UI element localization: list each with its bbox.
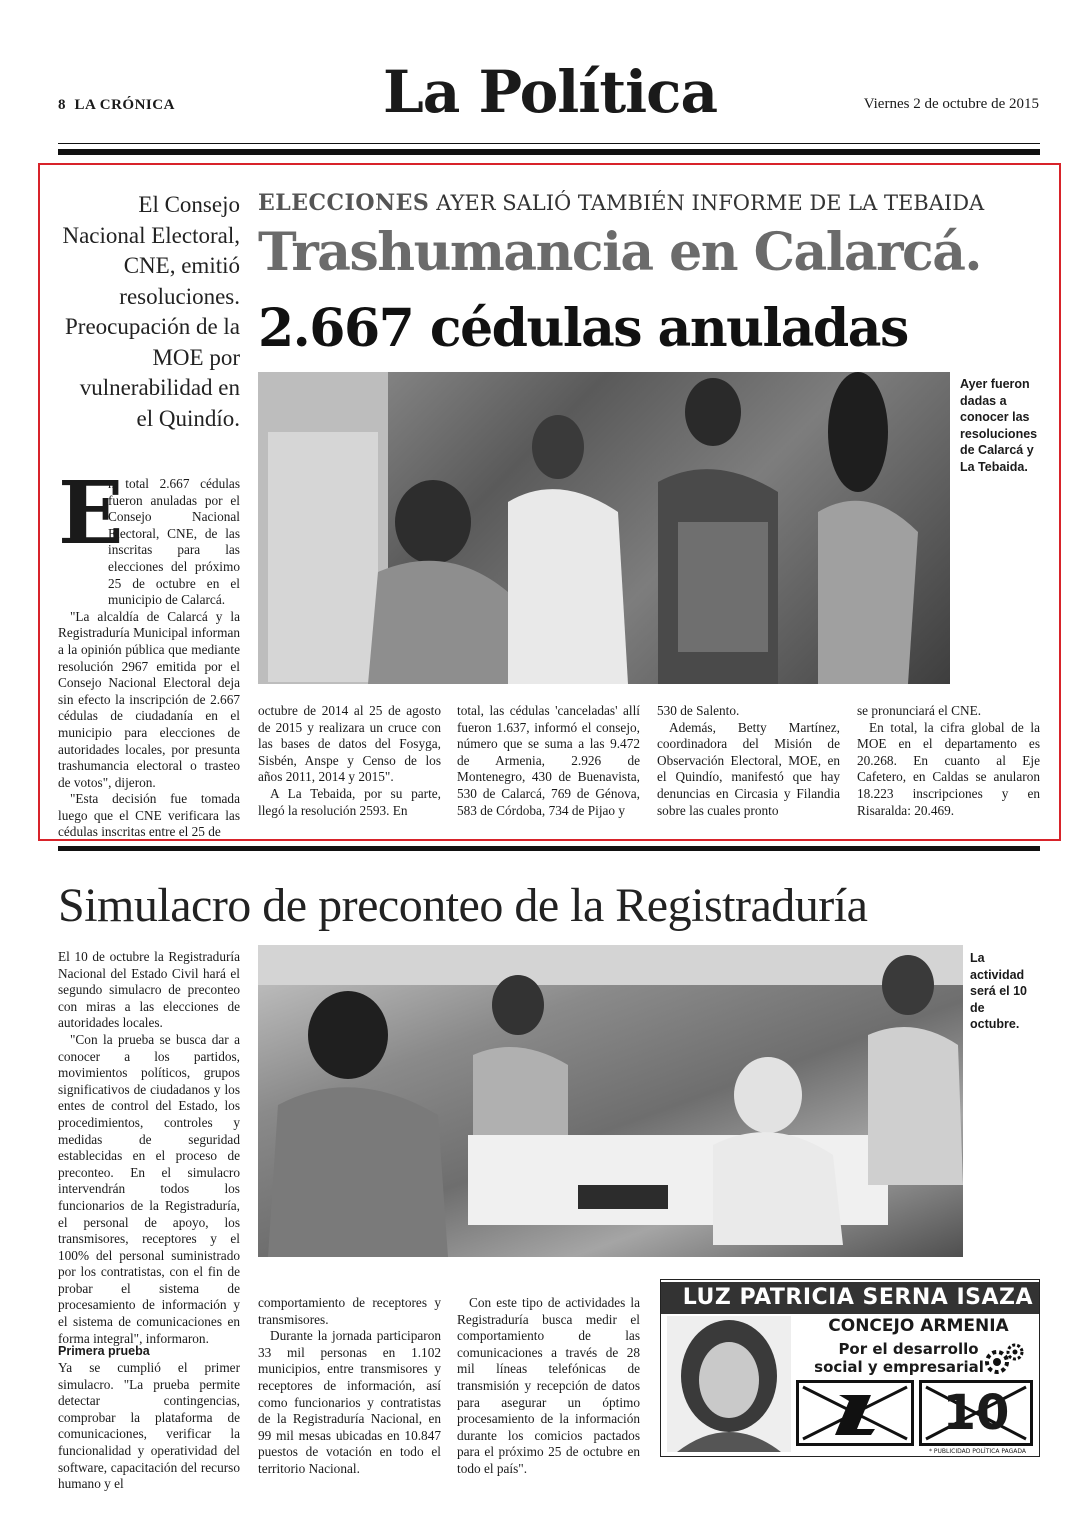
- article2-column-2: [258, 1295, 441, 1478]
- paragraph: El 10 de octubre la Registraduría Nacional del Estado Civil hará el segundo simulacro de preconteo con miras a las elecciones de autoridades locales.: [58, 949, 240, 1031]
- paragraph: Con este tipo de actividades la Registraduría busca medir el comportamiento de las comunicaciones a través de 28 mil líneas telefónicas de transmisión y recepción de datos para asegurar un óptimo procesamiento de la información durante los comicios pactados para el próximo 25 de octubre en todo el país".: [457, 1295, 640, 1476]
- party-logo-ballot-box: [796, 1380, 914, 1446]
- voters-photo-illustration: [258, 372, 950, 684]
- article1-deck: El Consejo Nacional Electoral, CNE, emitió resoluciones. Preocupación de la MOE por vulnerabilidad en el Quindío.: [62, 192, 240, 431]
- article2-column-1b: [58, 1360, 240, 1493]
- paragraph: 530 de Salento.: [657, 703, 740, 718]
- header-rule-thin: [58, 143, 1040, 144]
- ad-slogan-line2: social y empresarial: [814, 1358, 984, 1376]
- gear-icon: [983, 1342, 1027, 1382]
- paragraph: Ya se cumplió el primer simulacro. "La prueba permite detectar contingencias, comprobar la plataforma de comunicaciones, verificar la funcionalidad y operatividad del software, capacitación del recurso humano y el: [58, 1360, 240, 1492]
- article2-column-1: [58, 949, 240, 1347]
- publication-name: LA CRÓNICA: [74, 97, 175, 113]
- article2-photo-caption: La actividad será el 10 de octubre.: [970, 951, 1027, 1031]
- candidate-name: LUZ PATRICIA SERNA ISAZA: [661, 1282, 1039, 1314]
- political-ad: [660, 1279, 1040, 1457]
- issue-date: Viernes 2 de octubre de 2015: [863, 96, 1039, 112]
- article1-photo: [258, 372, 950, 684]
- page-folio: [58, 97, 175, 114]
- article2-headline: Simulacro de preconteo de la Registraduría: [58, 879, 868, 932]
- paragraph: se pronunciará el CNE.: [857, 703, 982, 718]
- paragraph: Además, Betty Martínez, coordinadora del Misión de Observación Electoral, MOE, en el Quindío, manifestó que hay denuncias en Circasia y Filandia sobre las cuales pronto: [657, 719, 840, 818]
- paragraph: "Con la prueba se busca dar a conocer a los partidos, movimientos políticos, grupos significativos de ciudadanos y los entes de control del Estado, los procedimientos, controles y medidas de seguridad establecidas en el proceso de preconteo. En el simulacro intervendrán todos los funcionarios de la Registraduría, el personal de apoyo, los transmisores, receptores y el 100% del personal suministrado por los contratistas, con el fin de probar el sistema de procesamiento de información y el sistema de comunicaciones en forma integral", informaron.: [58, 1031, 240, 1346]
- kicker-label: ELECCIONES: [258, 190, 430, 216]
- ballot-number-box: [919, 1380, 1033, 1446]
- paragraph: "Esta decisión fue tomada luego que el CNE verificara las cédulas inscritas entre el 25 de: [58, 791, 240, 840]
- article1-photo-caption: Ayer fueron dadas a conocer las resoluciones de Calarcá y La Tebaida.: [960, 377, 1038, 474]
- ad-slogan-line1: Por el desarrollo: [838, 1340, 979, 1358]
- article1-column-3: [457, 703, 640, 819]
- paragraph: En total, la cifra global de la MOE en el departamento es 20.268. En cuanto al Eje Cafetero, en Caldas se anularon 18.223 inscripciones y en Risaralda: 20.469.: [857, 719, 1040, 818]
- article2-photo: [258, 945, 963, 1257]
- paragraph: octubre de 2014 al 25 de agosto de 2015 y realizara un cruce con las bases de datos del Fosyga, Sisbén, Anspe y Censo de los años 2011, 2014 y 2015".: [258, 703, 441, 785]
- paragraph: n total 2.667 cédulas fueron anuladas por el Consejo Nacional Electoral, CNE, de las inscritas para las elecciones del próximo 25 de octubre en el municipio de Calarcá.: [108, 476, 240, 608]
- paragraph: A La Tebaida, por su parte, llegó la resolución 2593. En: [258, 785, 441, 818]
- article2-column-3: [457, 1295, 640, 1478]
- ad-council: CONCEJO ARMENIA: [828, 1316, 1009, 1336]
- article1-column-1: [58, 463, 240, 841]
- registry-drill-photo-illustration: [258, 945, 963, 1257]
- portrait-illustration: [667, 1316, 791, 1452]
- dropcap-letter: E: [58, 463, 124, 564]
- section-title: La Política: [382, 58, 718, 126]
- paragraph: comportamiento de receptores y transmisores.: [258, 1295, 441, 1327]
- paragraph: "La alcaldía de Calarcá y la Registraduría Municipal informan a la opinión pública que mediante resolución 2967 emitida por el Consejo Nacional Electoral deja sin efecto la inscripción de 2.667 cédulas de ciudadanía en el municipio para elecciones de autoridades locales, por presunta trashumancia electoral o trasteo de votos", dijeron.: [58, 608, 240, 790]
- candidate-portrait: [667, 1316, 791, 1452]
- article1-kicker: [258, 190, 984, 216]
- section-divider: [58, 846, 1040, 851]
- article1-headline-line2: 2.667 cédulas anuladas: [258, 298, 908, 359]
- paragraph: Durante la jornada participaron 33 mil personas en 1.102 municipios, entre transmisores y receptores de información, así como funcionarios y contratistas de la Registraduría Nacional, en 99 mil mesas ubicadas en 10.847 puestos de votación en todo el territorio Nacional.: [258, 1328, 441, 1476]
- article2-subhead: Primera prueba: [58, 1344, 150, 1358]
- article1-column-2: [258, 703, 441, 819]
- header-rule-thick: [58, 149, 1040, 155]
- paragraph: total, las cédulas 'canceladas' allí fueron 1.637, informó el consejo, número que se suma a las 9.472 de Armenia, 2.926 de Montenegro, 430 de Buenavista, 530 de Calarcá, 769 de Génova, 583 de Córdoba, 734 de Pijao y: [457, 703, 640, 818]
- article1-column-5: [857, 703, 1040, 819]
- page-number: 8: [58, 97, 66, 113]
- kicker-text: AYER SALIÓ TAMBIÉN INFORME DE LA TEBAIDA: [436, 191, 985, 215]
- ballot-number: 10: [942, 1385, 1010, 1441]
- ad-disclaimer: * PUBLICIDAD POLÍTICA PAGADA: [929, 1448, 1026, 1455]
- article1-headline-line1: Trashumancia en Calarcá.: [258, 222, 982, 283]
- article1-column-4: [657, 703, 840, 819]
